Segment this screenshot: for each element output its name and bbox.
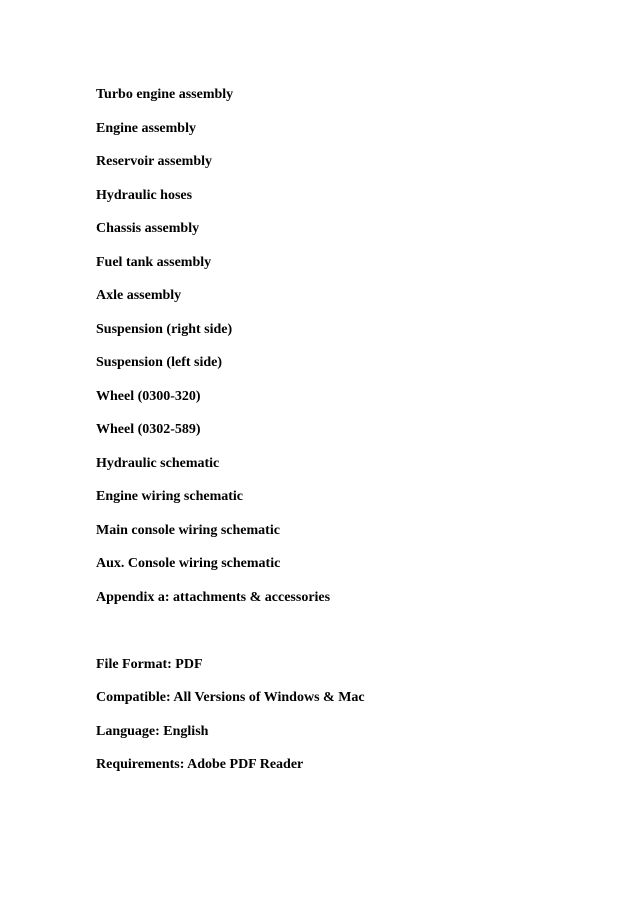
requirements-line: Requirements: Adobe PDF Reader <box>96 757 304 772</box>
contents-item: Hydraulic hoses <box>96 187 193 203</box>
section-spacer <box>96 621 616 655</box>
contents-item: Main console wiring schematic <box>96 522 280 538</box>
contents-item: Wheel (0300-320) <box>96 388 201 404</box>
contents-item: Turbo engine assembly <box>96 87 234 102</box>
document-content <box>96 85 616 789</box>
contents-item: Axle assembly <box>96 288 182 303</box>
file-format-line: File Format: PDF <box>96 656 203 672</box>
contents-item: Engine assembly <box>96 120 196 136</box>
contents-item: Engine wiring schematic <box>96 489 243 504</box>
contents-item: Appendix a: attachments & accessories <box>96 589 331 605</box>
compatibility-line: Compatible: All Versions of Windows & Mac <box>96 690 365 705</box>
contents-item: Suspension (right side) <box>96 321 233 337</box>
contents-item: Reservoir assembly <box>96 154 212 169</box>
contents-item: Fuel tank assembly <box>96 254 212 270</box>
contents-item: Wheel (0302-589) <box>96 422 201 437</box>
language-line: Language: English <box>96 723 209 739</box>
contents-item: Suspension (left side) <box>96 355 223 370</box>
contents-item: Aux. Console wiring schematic <box>96 556 281 571</box>
contents-item: Hydraulic schematic <box>96 455 220 471</box>
contents-item: Chassis assembly <box>96 221 200 236</box>
